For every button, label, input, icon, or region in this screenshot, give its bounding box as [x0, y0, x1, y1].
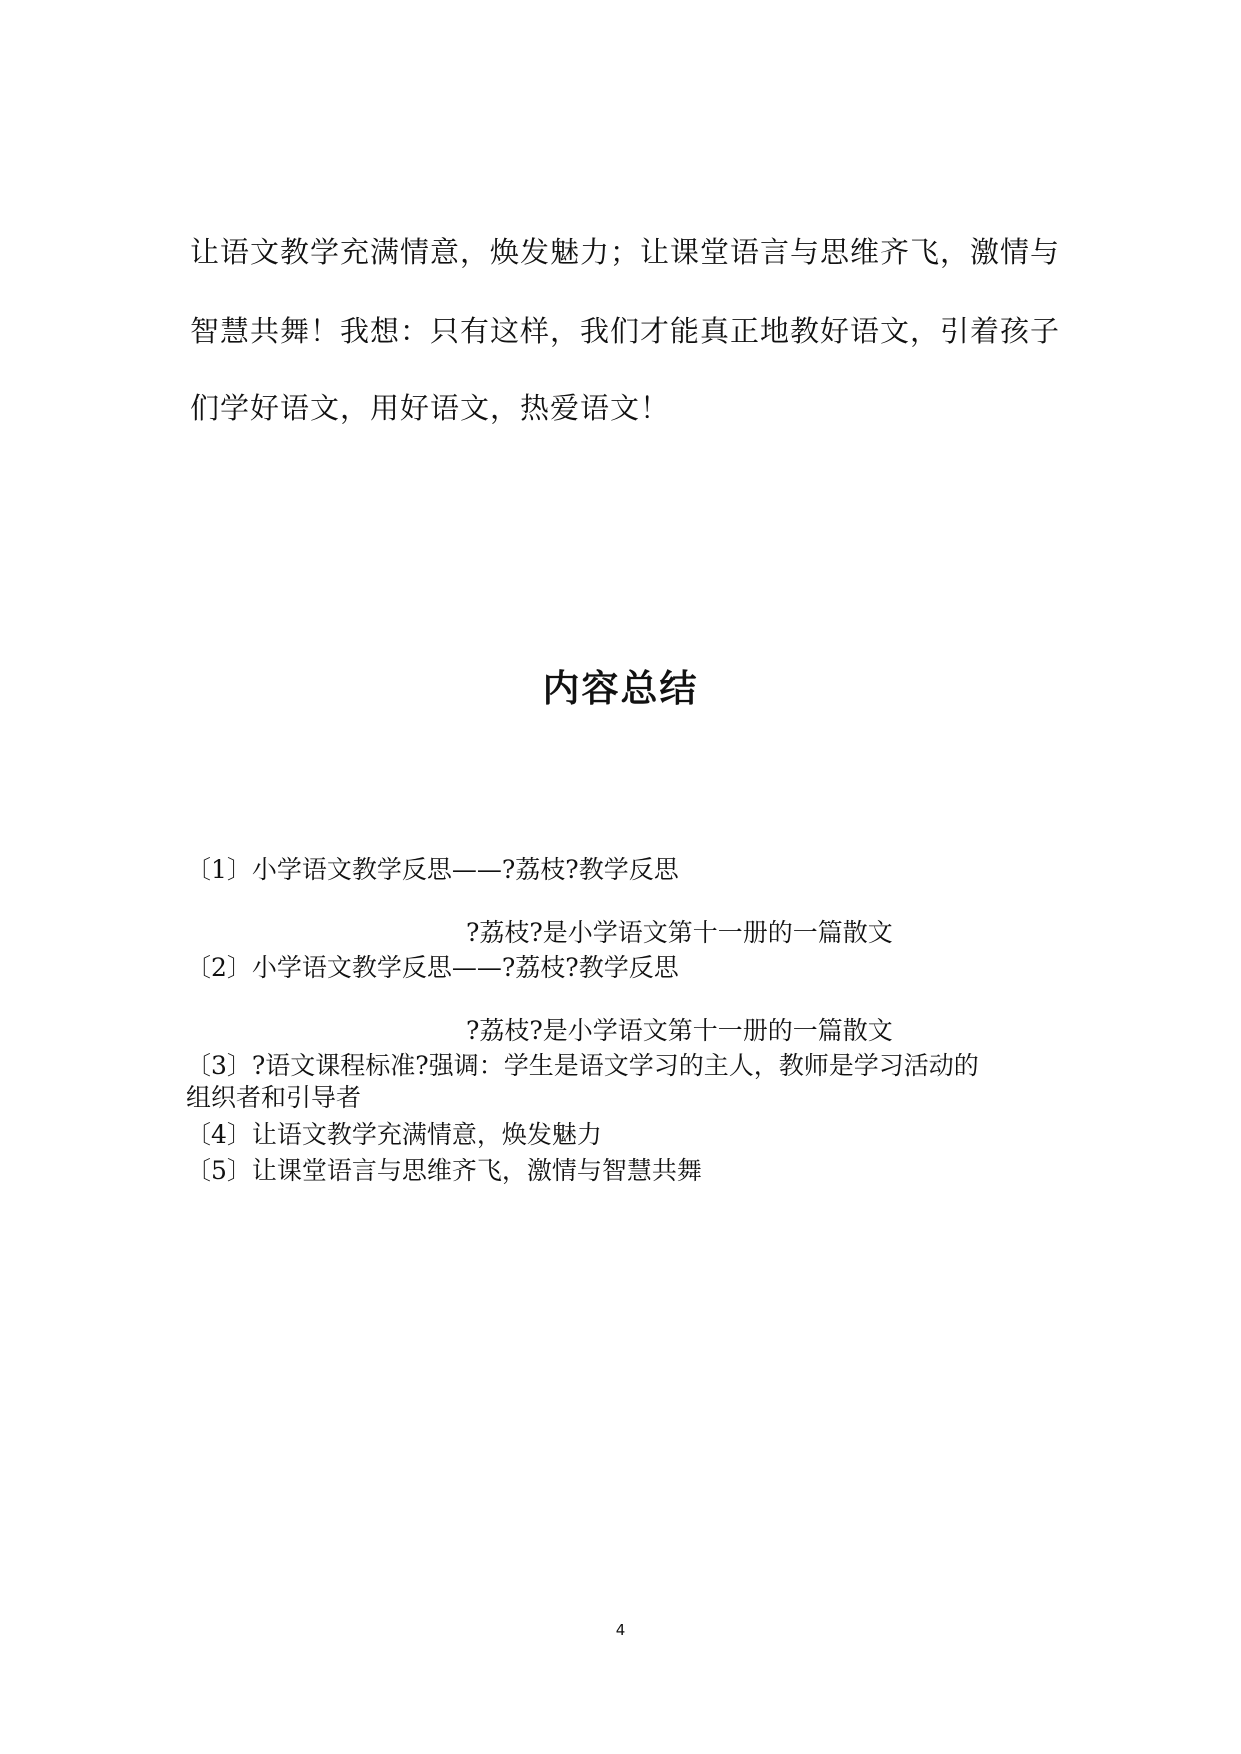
summary-item-1: 〔1〕小学语文教学反思——?荔枝?教学反思 [186, 855, 679, 884]
body-text-line-2: 智慧共舞！我想：只有这样，我们才能真正地教好语文，引着孩子 [190, 314, 1061, 348]
summary-item-3-continuation: 组织者和引导者 [186, 1083, 362, 1112]
summary-item-1-sub: ?荔枝?是小学语文第十一册的一篇散文 [466, 918, 893, 947]
summary-item-4: 〔4〕让语文教学充满情意，焕发魅力 [186, 1120, 602, 1149]
summary-item-2: 〔2〕小学语文教学反思——?荔枝?教学反思 [186, 953, 679, 982]
summary-item-3: 〔3〕?语文课程标准?强调：学生是语文学习的主人，教师是学习活动的 [186, 1051, 979, 1080]
body-text-line-1: 让语文教学充满情意，焕发魅力；让课堂语言与思维齐飞，激情与 [190, 235, 1061, 269]
section-title: 内容总结 [542, 667, 699, 710]
summary-item-5: 〔5〕让课堂语言与思维齐飞，激情与智慧共舞 [186, 1156, 702, 1185]
body-text-line-3: 们学好语文，用好语文，热爱语文！ [190, 391, 671, 425]
page-number: 4 [615, 1621, 626, 1639]
summary-item-2-sub: ?荔枝?是小学语文第十一册的一篇散文 [466, 1016, 893, 1045]
